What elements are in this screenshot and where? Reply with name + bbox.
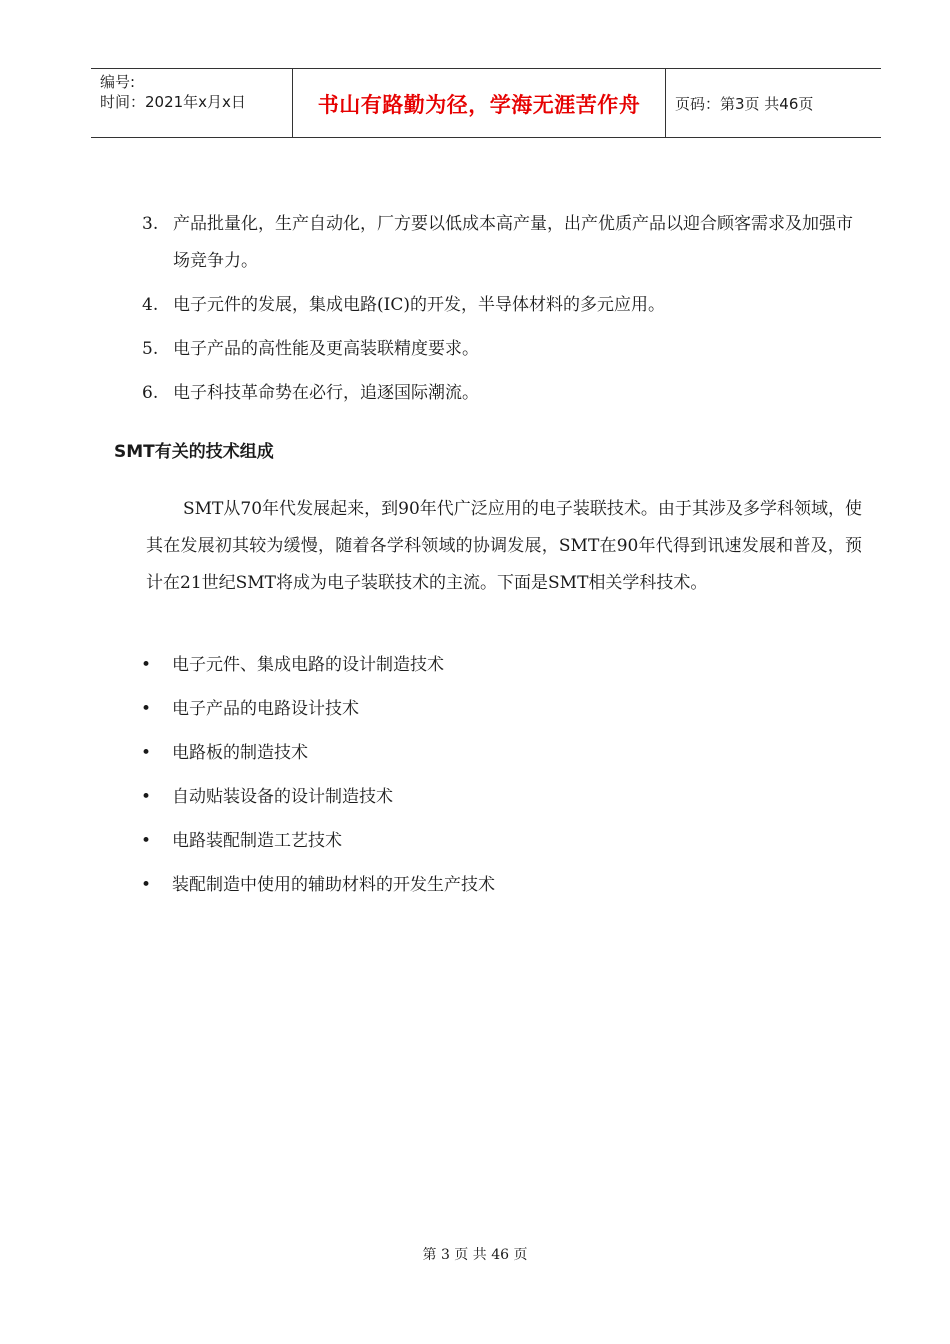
list-item-text: 电路板的制造技术: [172, 743, 308, 763]
header-table: [91, 68, 881, 138]
bullet-icon: •: [141, 875, 152, 895]
item-number: 5.: [142, 339, 159, 359]
page-info: 页码：第3页 共46页: [675, 95, 814, 113]
section-paragraph: SMT从70年代发展起来，到90年代广泛应用的电子装联技术。由于其涉及多学科领域，使其在发展初其较为缓慢，随着各学科领域的协调发展，SMT在90年代得到讯速发展和普及，预计在21世纪SMT将成为电子装联技术的主流。下面是SMT相关学科技术。: [146, 499, 862, 593]
item-text: 电子科技革命势在必行，追逐国际潮流。: [173, 383, 479, 403]
item-number: 4.: [142, 295, 159, 315]
item-number: 3.: [142, 214, 159, 234]
item-text: 电子元件的发展，集成电路(IC)的开发，半导体材料的多元应用。: [173, 295, 665, 315]
bullet-icon: •: [141, 655, 152, 675]
motto: 书山有路勤为径，学海无涯苦作舟: [317, 93, 641, 117]
list-item-text: 电路装配制造工艺技术: [172, 831, 342, 851]
serial-label: 编号:: [100, 73, 136, 91]
list-item-text: 自动贴装设备的设计制造技术: [172, 787, 393, 807]
page-footer: 第 3 页 共 46 页: [422, 1247, 528, 1263]
item-number: 6.: [142, 383, 159, 403]
list-item-text: 电子元件、集成电路的设计制造技术: [172, 655, 444, 675]
item-text: 产品批量化，生产自动化，厂方要以低成本高产量，出产优质产品以迎合顾客需求及加强市场竞争力。: [173, 214, 853, 271]
header-info-cell: [91, 69, 293, 137]
numbered-item: [142, 206, 862, 280]
list-item-text: 电子产品的电路设计技术: [172, 699, 359, 719]
header-motto-cell: [293, 69, 666, 137]
time-label: 时间：2021年x月x日: [100, 93, 246, 111]
bullet-icon: •: [141, 831, 152, 851]
bullet-icon: •: [141, 787, 152, 807]
bullet-icon: •: [141, 743, 152, 763]
bullet-icon: •: [141, 699, 152, 719]
section-heading: SMT有关的技术组成: [114, 442, 274, 462]
item-text: 电子产品的高性能及更高装联精度要求。: [173, 339, 479, 359]
list-item-text: 装配制造中使用的辅助材料的开发生产技术: [172, 875, 495, 895]
header-page-cell: [666, 69, 881, 137]
